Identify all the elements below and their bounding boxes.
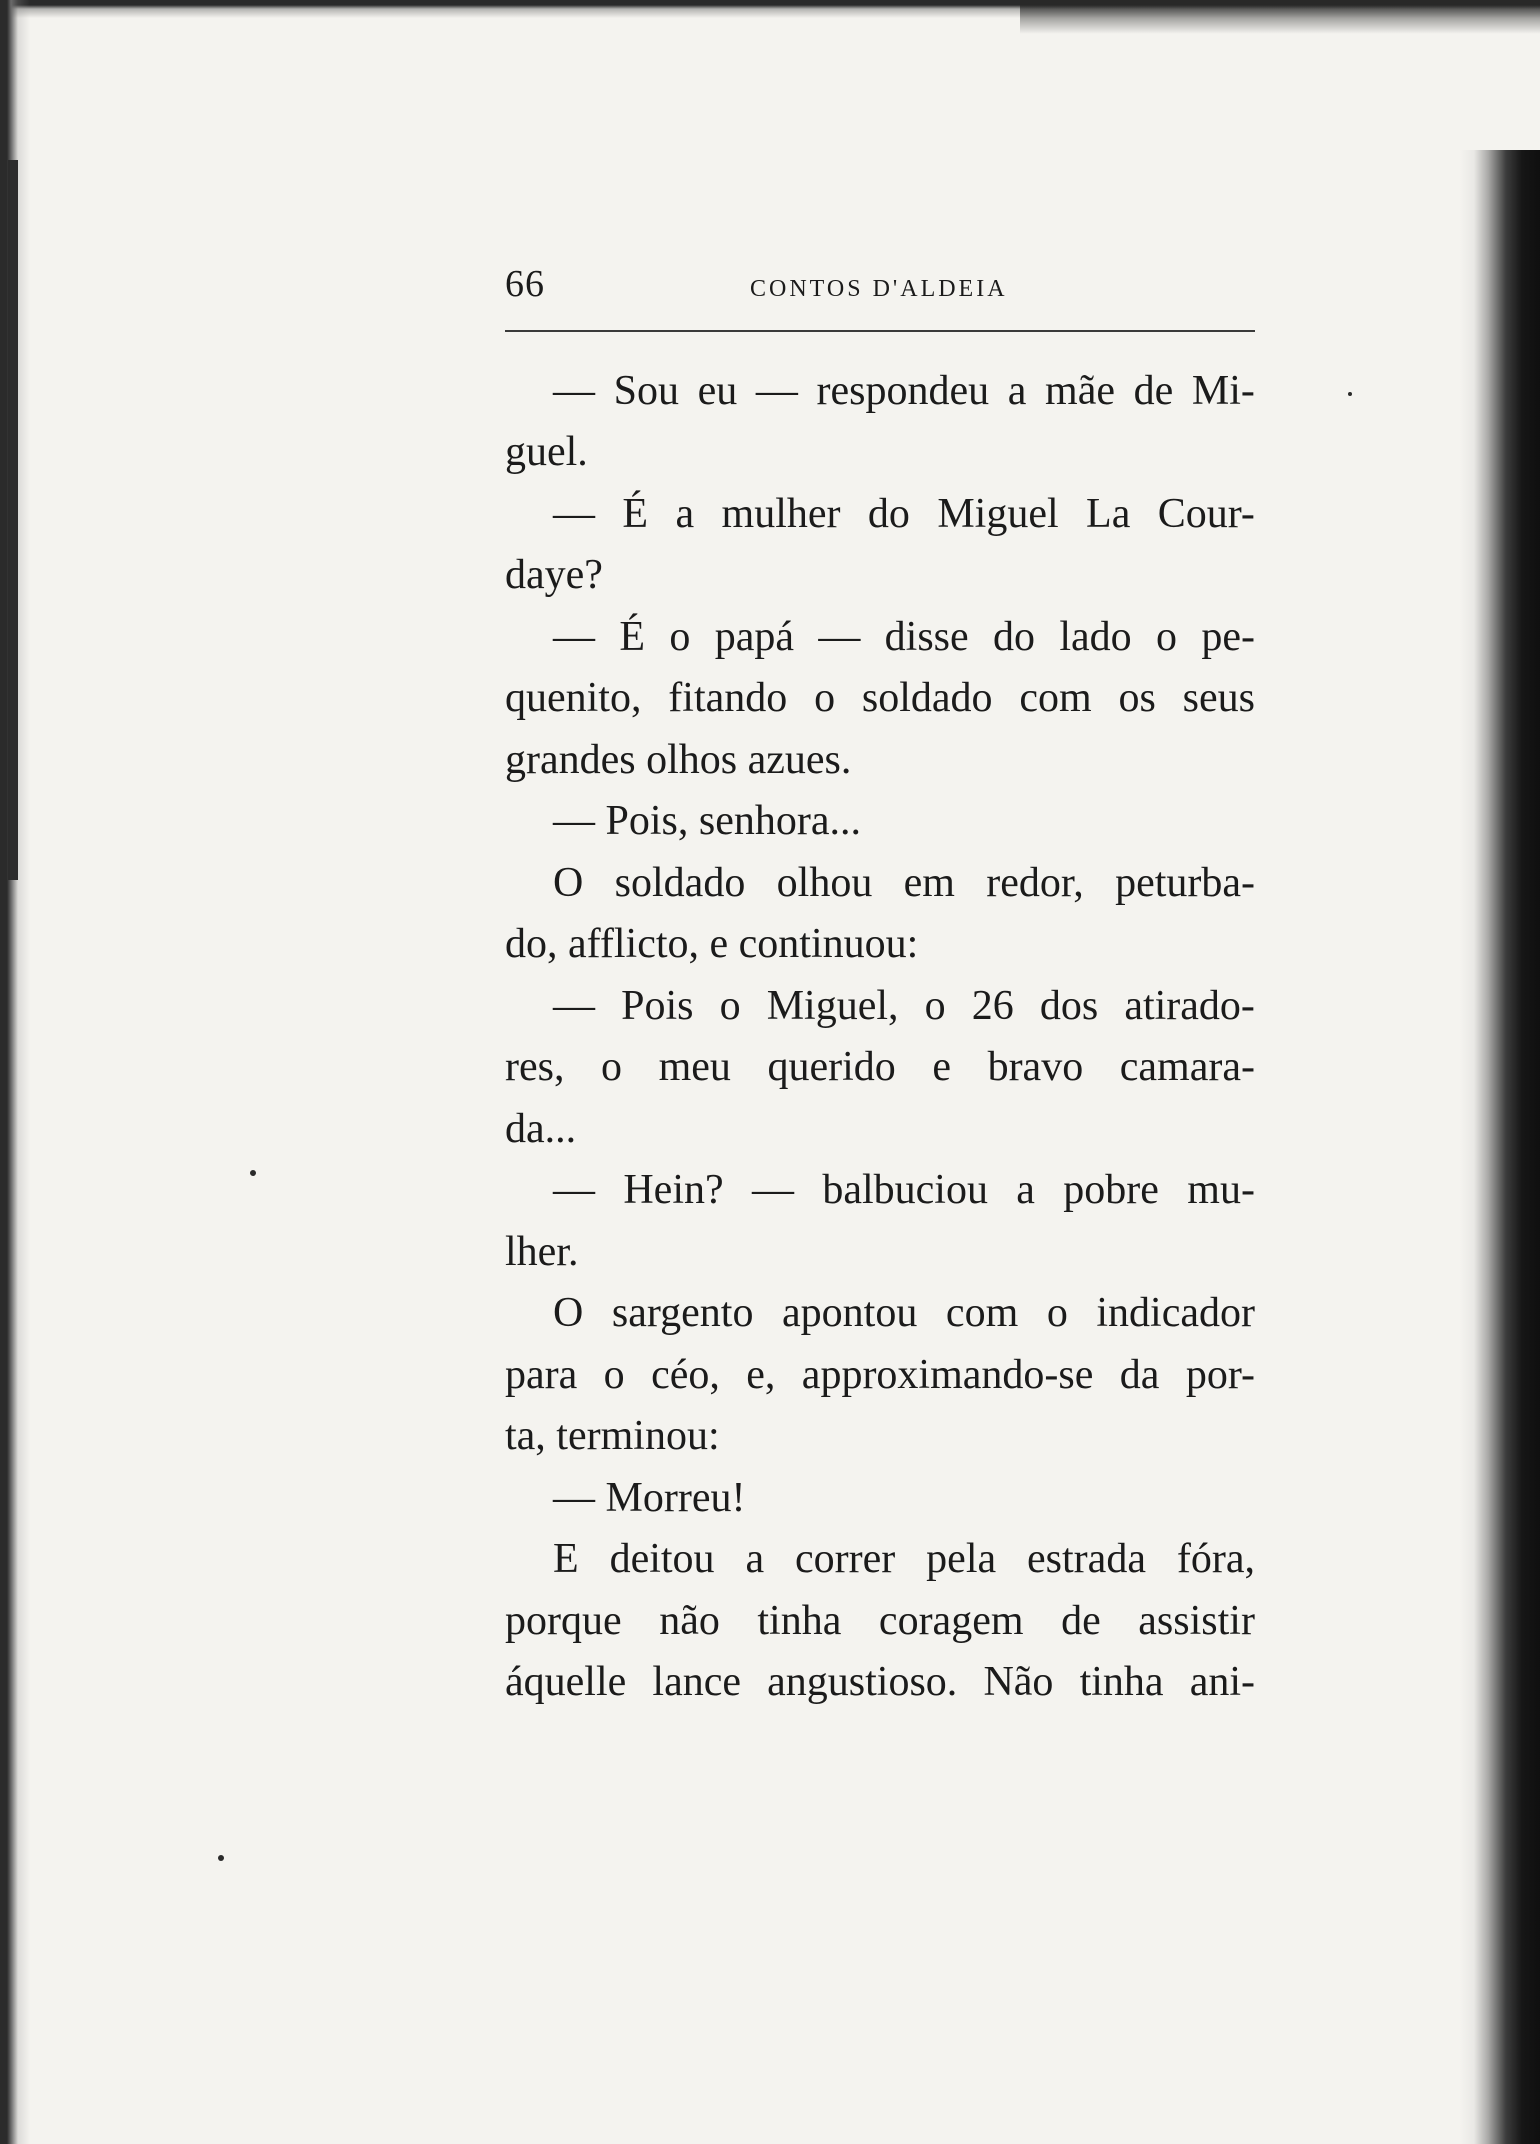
text-line: ta, terminou:	[505, 1413, 720, 1460]
word: —	[553, 490, 595, 537]
word: correr	[795, 1536, 896, 1583]
word: mulher	[721, 490, 841, 537]
word: o	[924, 982, 946, 1029]
word: mãe	[1045, 367, 1115, 414]
word: o	[601, 1044, 623, 1091]
word: lance	[652, 1659, 741, 1706]
word: fitando	[668, 675, 788, 722]
word: Mi-	[1191, 367, 1255, 414]
word: mu-	[1187, 1167, 1255, 1214]
word: sargento	[611, 1290, 754, 1337]
text-line: guel.	[505, 429, 588, 476]
running-head	[505, 262, 1255, 312]
word: o	[669, 613, 691, 660]
word: —	[755, 367, 798, 414]
word: indicador	[1096, 1290, 1255, 1337]
word: o	[814, 675, 836, 722]
dust-speck	[250, 1170, 256, 1176]
word: O	[553, 1290, 584, 1337]
word: apontou	[782, 1290, 918, 1337]
word: respondeu	[816, 367, 990, 414]
word: disse	[884, 613, 969, 660]
word: Não	[983, 1659, 1054, 1706]
book-spine-shadow	[1460, 150, 1540, 2144]
word: em	[903, 859, 955, 906]
word: papá	[714, 613, 794, 660]
word: para	[505, 1351, 578, 1398]
word: redor,	[986, 859, 1084, 906]
word: lado	[1059, 613, 1132, 660]
word: de	[1133, 367, 1174, 414]
text-line: do, afflicto, e continuou:	[505, 921, 919, 968]
word: a	[675, 490, 695, 537]
word: o	[603, 1351, 625, 1398]
text-line	[505, 975, 1255, 1037]
word: por-	[1185, 1351, 1255, 1398]
word: Hein?	[623, 1167, 724, 1214]
header-rule	[505, 330, 1255, 332]
word: eu	[697, 367, 738, 414]
word: o	[719, 982, 741, 1029]
word: coragem	[878, 1597, 1024, 1644]
word: o	[1046, 1290, 1068, 1337]
word: seus	[1182, 675, 1255, 722]
word: porque	[505, 1597, 622, 1644]
word: a	[745, 1536, 765, 1583]
dust-speck	[1348, 392, 1352, 396]
word: da	[1119, 1351, 1160, 1398]
word: do	[993, 613, 1036, 660]
word: o	[1156, 613, 1178, 660]
text-line	[505, 668, 1255, 730]
word: E	[553, 1536, 579, 1583]
text-line: lher.	[505, 1228, 579, 1275]
word: —	[818, 613, 861, 660]
word: Miguel	[937, 490, 1059, 537]
text-line	[505, 1160, 1255, 1222]
text-line	[505, 852, 1255, 914]
word: pela	[926, 1536, 997, 1583]
text-line: — Morreu!	[553, 1474, 746, 1521]
word: querido	[767, 1044, 896, 1091]
word: áquelle	[505, 1659, 627, 1706]
text-line	[505, 1590, 1255, 1652]
word: pobre	[1063, 1167, 1159, 1214]
word: com	[945, 1290, 1019, 1337]
word: É	[619, 613, 645, 660]
text-line: grandes olhos azues.	[505, 736, 852, 783]
word: —	[751, 1167, 794, 1214]
word: tinha	[1079, 1659, 1164, 1706]
word: e	[932, 1044, 951, 1091]
text-line	[505, 1652, 1255, 1714]
word: os	[1118, 675, 1156, 722]
text-line	[505, 1283, 1255, 1345]
word: não	[659, 1597, 720, 1644]
text-line	[505, 1529, 1255, 1591]
word: 26	[971, 982, 1014, 1029]
text-line: — Pois, senhora...	[553, 798, 861, 845]
word: É	[622, 490, 649, 537]
word: atirado-	[1124, 982, 1255, 1029]
text-line	[505, 1344, 1255, 1406]
text-line	[505, 360, 1255, 422]
word: —	[553, 1167, 595, 1214]
scan-edge-left-mark	[8, 160, 18, 880]
word: res,	[505, 1044, 565, 1091]
text-line: da...	[505, 1105, 577, 1152]
word: olhou	[776, 859, 873, 906]
word: deitou	[609, 1536, 715, 1583]
word: —	[553, 982, 595, 1029]
word: de	[1061, 1597, 1101, 1644]
text-line: daye?	[505, 552, 603, 599]
word: O	[553, 859, 584, 906]
word: Pois	[621, 982, 694, 1029]
word: ani-	[1189, 1659, 1255, 1706]
word: Cour-	[1157, 490, 1255, 537]
page-number: 66	[505, 263, 545, 305]
word: Miguel,	[766, 982, 899, 1029]
word: La	[1086, 490, 1131, 537]
word: e,	[746, 1351, 776, 1398]
text-line	[505, 606, 1255, 668]
word: —	[553, 367, 595, 414]
word: bravo	[987, 1044, 1084, 1091]
word: assistir	[1138, 1597, 1255, 1644]
body-text	[505, 360, 1255, 1713]
word: peturba-	[1115, 859, 1255, 906]
word: do	[867, 490, 910, 537]
word: estrada	[1027, 1536, 1146, 1583]
dust-speck	[218, 1855, 224, 1861]
word: soldado	[614, 859, 746, 906]
word: approximando-se	[801, 1351, 1094, 1398]
word: pe-	[1201, 613, 1255, 660]
text-line	[505, 483, 1255, 545]
text-line	[505, 1037, 1255, 1099]
running-title: CONTOS D'ALDEIA	[750, 276, 1008, 302]
word: céo,	[651, 1351, 720, 1398]
word: com	[1019, 675, 1092, 722]
word: fóra,	[1176, 1536, 1255, 1583]
scan-edge-top-right	[1020, 0, 1540, 34]
word: a	[1007, 367, 1027, 414]
word: meu	[658, 1044, 731, 1091]
word: —	[553, 613, 595, 660]
word: quenito,	[505, 675, 642, 722]
word: camara-	[1119, 1044, 1255, 1091]
word: balbuciou	[822, 1167, 988, 1214]
word: angustioso.	[767, 1659, 958, 1706]
word: soldado	[861, 675, 993, 722]
word: tinha	[757, 1597, 842, 1644]
word: Sou	[613, 367, 679, 414]
word: dos	[1039, 982, 1099, 1029]
word: a	[1016, 1167, 1035, 1214]
